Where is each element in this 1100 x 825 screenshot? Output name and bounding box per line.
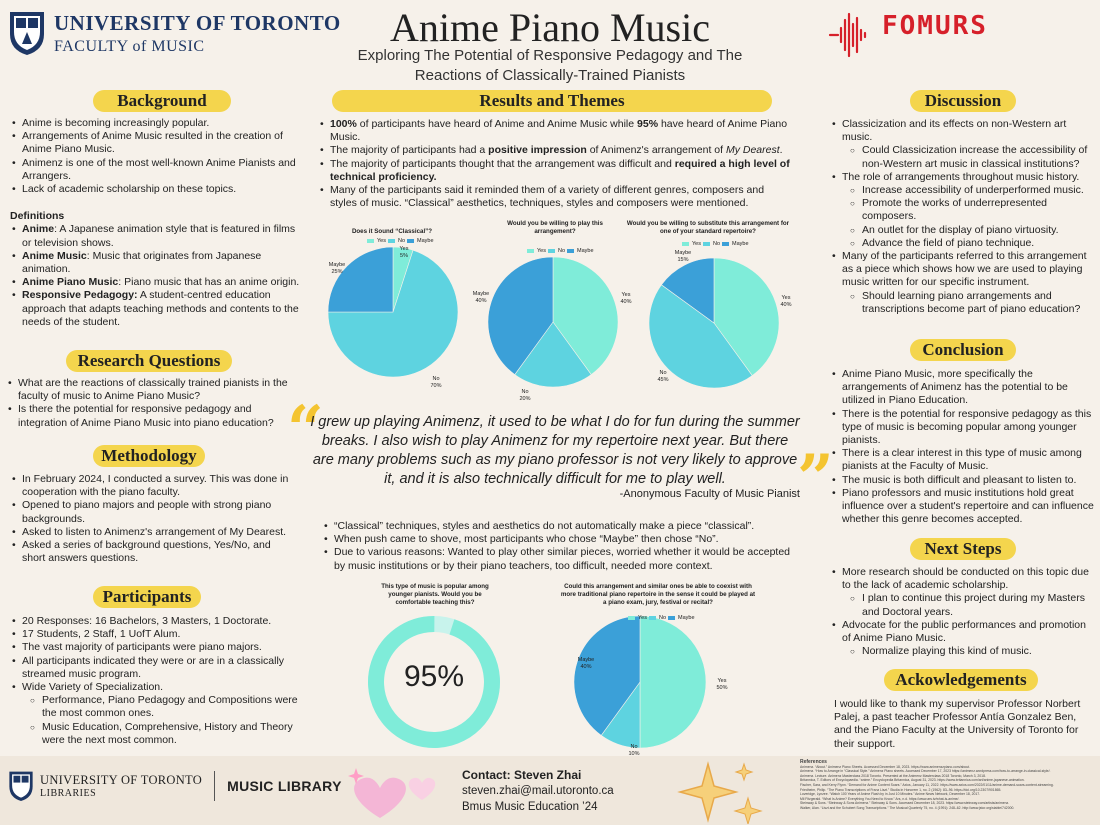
list-item: • Asked to listen to Animenz's arrangement of My Dearest. bbox=[10, 526, 295, 539]
conclusion-heading: Conclusion bbox=[910, 339, 1016, 361]
participants-heading: Participants bbox=[93, 586, 201, 608]
pie2-label-maybe: Maybe 40% bbox=[472, 291, 490, 304]
pie1-label-no: No 70% bbox=[430, 376, 442, 389]
results-followup bbox=[322, 520, 792, 573]
faculty-name: FACULTY of MUSIC bbox=[54, 37, 205, 55]
pie2-label-yes: Yes 40% bbox=[620, 292, 632, 305]
pie3-legend: Yes No Maybe bbox=[682, 241, 749, 247]
list-item: • Classicization and its effects on non-Western art music. bbox=[830, 118, 1095, 144]
definition-item: • Responsive Pedagogy: A student-centred education approach that adapts teaching methods and contents to the needs of the student. bbox=[10, 289, 300, 329]
list-item: • Animenz is one of the most well-known Anime Pianists and Arrangers. bbox=[10, 157, 300, 183]
reference-item: Walker, Alan. “Liszt and the Schubert Song Transcriptions.” The Musical Quarterly 75, no. 4 (1991): 248–62. http://www.jstor.org/stable/742000. bbox=[800, 805, 1015, 810]
libraries-name: UNIVERSITY OF TORONTO bbox=[40, 773, 203, 787]
background-heading: Background bbox=[93, 90, 231, 112]
list-item: • Many of the participants referred to this arrangement as a piece which shows how we are used to playing music written for our specific instrument. bbox=[830, 250, 1095, 290]
acknowledgements-text: I would like to thank my supervisor Professor Norbert Palej, a past teacher Professor Antía Gonzalez Ben, and the Piano Faculty at the University of Toronto for their support. bbox=[834, 698, 1081, 750]
pie3-label-no: No 45% bbox=[657, 370, 669, 383]
sub-list-item: ○ Could Classicization increase the accessibility of non-Western art music in classical institutions? bbox=[830, 144, 1095, 170]
reference-item: Fischer, Sara, and Kerry Flynn. “Demand for Anime Content Soars.” Axios, January 11, 2022. https://www.axios.com/2022/01/11/anime-demand-soars-content-streaming. bbox=[800, 782, 1054, 787]
list-item: • The music is both difficult and pleasant to listen to. bbox=[830, 474, 1095, 487]
reference-item: Friedheim, Philip. “The Piano Transcriptions of Franz Liszt.” Studia in Honorem 1, no. 2 (1962): 83–96. https://doi.org/10.2307/901865. bbox=[800, 787, 1002, 792]
list-item: • Many of the participants said it reminded them of a variety of different genres, composers and styles of music. “Classical” aesthetics, techniques, styles and composers were mentioned. bbox=[318, 184, 790, 210]
list-item: • Due to various reasons: Wanted to play other similar pieces, worried whether it would be accepted by music institutions or by their piano teachers, too difficult, needed more context. bbox=[322, 546, 792, 572]
pie3-label-yes: Yes 40% bbox=[780, 295, 792, 308]
uoft-name: UNIVERSITY OF TORONTO bbox=[54, 10, 341, 35]
results-heading: Results and Themes bbox=[332, 90, 772, 112]
pie5-label-maybe: Maybe 40% bbox=[577, 657, 595, 670]
definition-item: • Anime Piano Music: Piano music that has an anime origin. bbox=[10, 276, 300, 289]
definitions-heading: Definitions bbox=[10, 210, 65, 223]
list-item: • The role of arrangements throughout music history. bbox=[830, 171, 1095, 184]
sparkles-decoration-icon bbox=[668, 758, 768, 824]
conclusion-section bbox=[830, 368, 1095, 526]
list-item: • 100% of participants have heard of Anime and Anime Music while 95% have heard of Anime Piano Music. bbox=[318, 118, 790, 144]
list-item: • Advocate for the public performances and promotion of Anime Piano Music. bbox=[830, 619, 1095, 645]
contact-label: Contact: Steven Zhai bbox=[462, 768, 582, 782]
references-heading: References bbox=[800, 759, 827, 765]
list-item: • The majority of participants thought that the arrangement was difficult and required a high level of technical proficiency. bbox=[318, 158, 790, 184]
list-item: • When push came to shove, most participants who chose “Maybe” then chose “No”. bbox=[322, 533, 792, 546]
pie3-title: Would you be willing to substitute this arrangement for one of your standard repertoire? bbox=[626, 220, 790, 235]
discussion-heading: Discussion bbox=[910, 90, 1016, 112]
reference-item: Animenz. “About.” Animenz Piano Sheets. Accessed December 18, 2023. https://www.animenzzpiano.com/about. bbox=[800, 764, 970, 769]
sub-list-item: ○ An outlet for the display of piano virtuosity. bbox=[830, 224, 1095, 237]
uoft-libraries-logo bbox=[8, 770, 342, 802]
next-steps-heading: Next Steps bbox=[910, 538, 1016, 560]
definition-item: • Anime: A Japanese animation style that is featured in films or television shows. bbox=[10, 223, 300, 249]
sub-list-item: ○ Promote the works of underrepresented composers. bbox=[830, 197, 1095, 223]
hearts-decoration-icon bbox=[340, 760, 450, 822]
poster-title: Anime Piano Music bbox=[390, 5, 710, 50]
sub-list-item: ○ Increase accessibility of underperformed music. bbox=[830, 184, 1095, 197]
reference-item: Animenz. “How to Arrange in “Classical Style.” Animenz Piano sheets. Accessed December 17, 2023 https://animenz.wordpress.com/how-to-arrange-in-classical-style/. bbox=[800, 769, 1051, 774]
pie1-slice-maybe bbox=[328, 247, 393, 312]
poster-subtitle: Exploring The Potential of Responsive Pedagogy and The Reactions of Classically-Trained Pianists bbox=[357, 47, 743, 84]
list-item: • Lack of academic scholarship on these topics. bbox=[10, 183, 300, 196]
discussion-section bbox=[830, 118, 1095, 316]
quote-attribution: -Anonymous Faculty of Music Pianist bbox=[619, 488, 800, 500]
list-item: • Asked a series of background questions, Yes/No, and short answers questions. bbox=[10, 539, 295, 565]
pie3-label-maybe: Maybe 15% bbox=[674, 250, 692, 263]
music-library-label: MUSIC LIBRARY bbox=[227, 778, 342, 794]
list-item: • The vast majority of participants were piano majors. bbox=[10, 641, 302, 654]
list-item: • There is a clear interest in this type of music among pianists at the Faculty of Music. bbox=[830, 447, 1095, 473]
research-questions-heading: Research Questions bbox=[66, 350, 232, 372]
acknowledgements-heading: Ackowledgements bbox=[884, 669, 1038, 691]
sub-list-item: ○ Performance, Piano Pedagogy and Compositions were the most common ones. bbox=[10, 694, 302, 720]
list-item: • Piano professors and music institutions hold great influence over a student's repertoire and can influence whether this genre becomes accepted. bbox=[830, 487, 1095, 527]
pie5-label-yes: Yes 50% bbox=[716, 678, 728, 691]
sub-list-item: ○ Normalize playing this kind of music. bbox=[830, 645, 1095, 658]
pie5-legend: Yes No Maybe bbox=[628, 615, 695, 621]
pie1-label-yes: Yes 5% bbox=[399, 246, 409, 259]
reference-item: Mil Fitzgerald. “What Is Anime? Everything You Need to Know.” Ars, n.d. https://www.ars.tv/what-is-anime/. bbox=[800, 796, 960, 801]
pie5-slice-yes bbox=[640, 616, 706, 748]
list-item: • 20 Responses: 16 Bachelors, 3 Masters, 1 Doctorate. bbox=[10, 615, 302, 628]
open-quote-icon: “ bbox=[287, 392, 324, 467]
pie2-title: Would you be willing to play this arrangement? bbox=[507, 220, 603, 235]
uoft-crest-icon bbox=[8, 770, 34, 802]
pie1-label-maybe: Maybe 25% bbox=[328, 262, 346, 275]
list-item: • In February 2024, I conducted a survey. This was done in cooperation with the piano faculty. bbox=[10, 473, 295, 499]
list-item: • Opened to piano majors and people with strong piano backgrounds. bbox=[10, 499, 295, 525]
reference-item: Steinway & Sons. “Steinway & Sons Animenz.” Steinway & Sons. Accessed December 18, 2023. https://www.steinway.com/artists/animenz. bbox=[800, 801, 1010, 806]
pie1-legend: Yes No Maybe bbox=[367, 238, 434, 244]
sub-list-item: ○ Music Education, Comprehensive, History and Theory were the next most common. bbox=[10, 721, 302, 747]
list-item: • What are the reactions of classically trained pianists in the faculty of music to Anime Piano Music? bbox=[6, 377, 296, 403]
contact-email[interactable]: steven.zhai@mail.utoronto.ca bbox=[462, 785, 614, 797]
libraries-label: LIBRARIES bbox=[40, 788, 97, 799]
list-item: • Anime is becoming increasingly popular. bbox=[10, 117, 300, 130]
pie5-label-no: No 10% bbox=[628, 744, 640, 757]
sub-list-item: ○ Advance the field of piano technique. bbox=[830, 237, 1095, 250]
reference-item: Britannica, T. Editors of Encyclopaedia. “anime.” Encyclopedia Britannica, August 31, 2023. https://www.britannica.com/art/anime-japanese-animation. bbox=[800, 778, 1025, 783]
list-item: • The majority of participants had a positive impression of Animenz's arrangement of My Dearest. bbox=[318, 144, 790, 157]
fomurs-wordmark: FOMURS bbox=[882, 11, 988, 41]
donut-title: This type of music is popular among younger pianists. Would you be comfortable teaching this? bbox=[381, 583, 489, 606]
next-steps-section bbox=[830, 566, 1095, 658]
reference-item: Animenz. Lecture. Animenz Masterclass 2018 Toronto. Presented at the Animenz Masterclass 2018 Toronto, March 3, 2018. bbox=[800, 773, 986, 778]
list-item: • All participants indicated they were or are in a classically streamed music program. bbox=[10, 655, 302, 681]
pie2-legend: Yes No Maybe bbox=[527, 248, 594, 254]
list-item: • Anime Piano Music, more specifically the arrangements of Animenz has the potential to be utilized in Piano Education. bbox=[830, 368, 1095, 408]
list-item: • Is there the potential for responsive pedagogy and integration of Anime Piano Music into piano education? bbox=[6, 403, 296, 429]
list-item: • Wide Variety of Specialization. bbox=[10, 681, 302, 694]
participant-quote: I grew up playing Animenz, it used to be what I do for fun during the summer breaks. I also wish to play Animenz for my repertoire next year. But there are many problems such as my piano professor is not very likely to approve it, and it is also technically difficult for me to play well. bbox=[310, 414, 800, 487]
references bbox=[800, 760, 1096, 811]
pie1-title: Does it Sound “Classical”? bbox=[351, 228, 433, 235]
reference-item: Loveridge, Lynzee. “Watch 100 Years of Anime Flash by in Just 10 Minutes.” Anime News Network, December 18, 2017. bbox=[800, 792, 981, 797]
donut-center-label: 95% bbox=[403, 660, 465, 693]
definition-item: • Anime Music: Music that originates from Japanese animation. bbox=[10, 250, 300, 276]
list-item: • “Classical” techniques, styles and aesthetics do not automatically make a piece “classical”. bbox=[322, 520, 792, 533]
pie2-label-no: No 20% bbox=[519, 389, 531, 402]
list-item: • 17 Students, 2 Staff, 1 UofT Alum. bbox=[10, 628, 302, 641]
sub-list-item: ○ I plan to continue this project during my Masters and Doctoral years. bbox=[830, 592, 1095, 618]
list-item: • More research should be conducted on this topic due to the lack of academic scholarship. bbox=[830, 566, 1095, 592]
list-item: • Arrangements of Anime Music resulted in the creation of Anime Piano Music. bbox=[10, 130, 300, 156]
list-item: • There is the potential for responsive pedagogy as this type of music is becoming popular among younger pianists. bbox=[830, 408, 1095, 448]
program-label: Bmus Music Education ’24 bbox=[462, 801, 598, 813]
sub-list-item: ○ Should learning piano arrangements and transcriptions become part of piano education? bbox=[830, 290, 1095, 316]
close-quote-icon: ” bbox=[797, 441, 834, 516]
methodology-heading: Methodology bbox=[93, 445, 205, 467]
pie5-title: Could this arrangement and similar ones be able to coexist with more traditional piano repertoire in the sense it could be played at a piano exam, jury, festival or recital? bbox=[560, 583, 756, 606]
